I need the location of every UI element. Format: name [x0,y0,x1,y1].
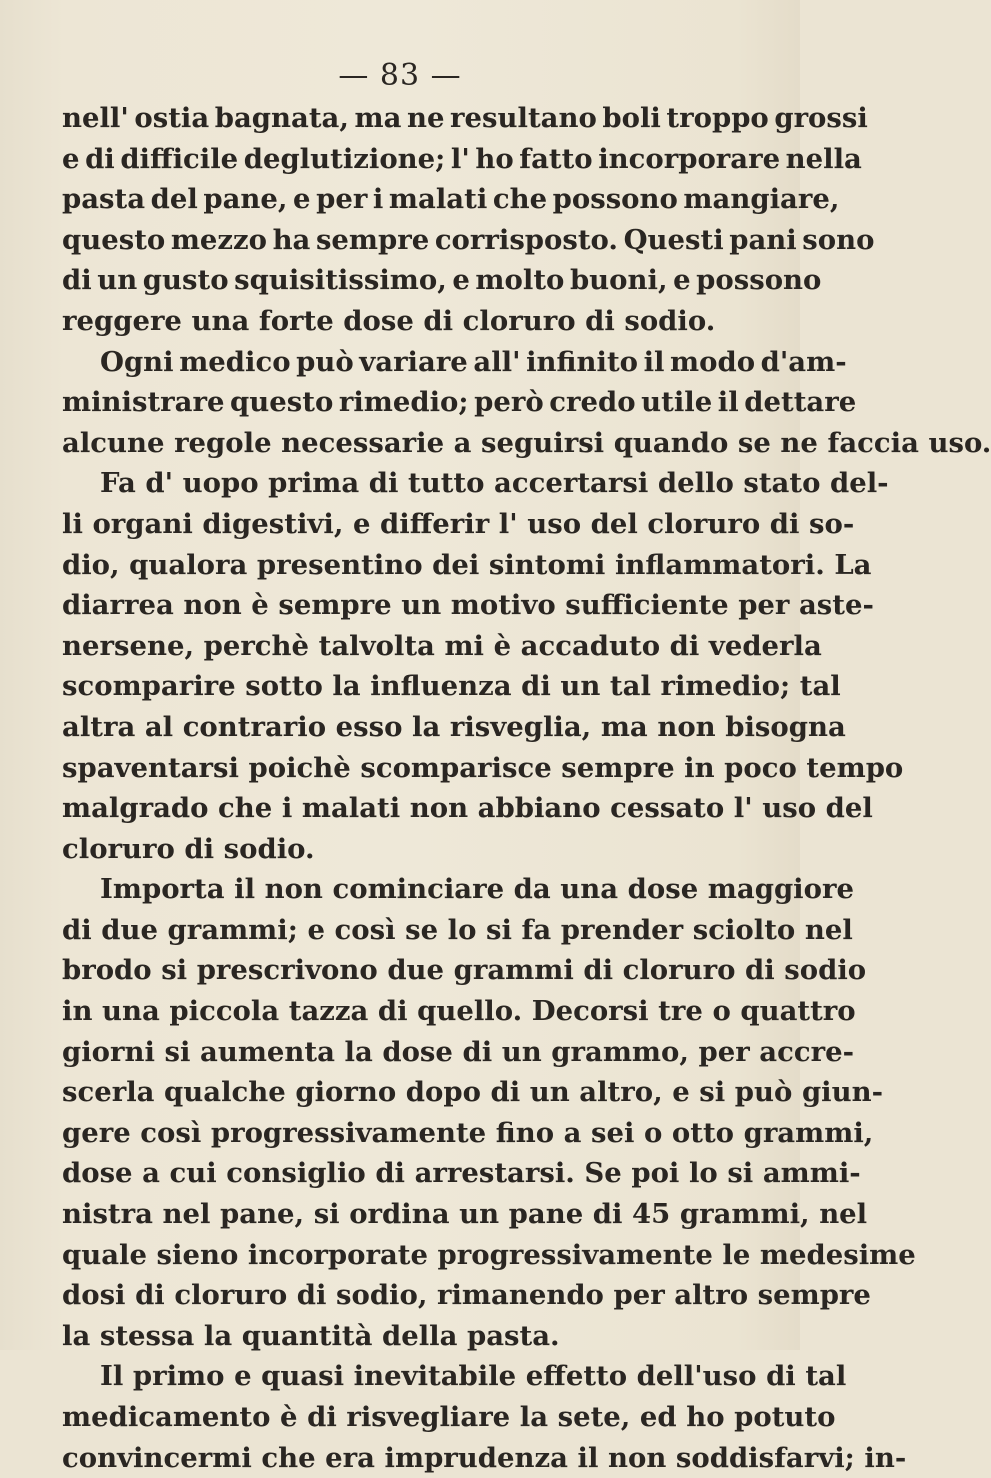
text-line: e di difficile deglutizione; l' ho fatto incorporare nella [62,142,862,175]
text-line: scerla qualche giorno dopo di un altro, e si può giun- [62,1076,884,1109]
page-number: — 83 — [338,58,462,93]
text-line: questo mezzo ha sempre corrisposto. Questi pani sono [62,223,875,256]
text-line: di un gusto squisitissimo, e molto buoni, e possono [62,264,822,297]
text-line: cloruro di sodio. [62,832,315,865]
text-line: Importa il non cominciare da una dose maggiore [100,873,854,906]
text-line: scomparire sotto la influenza di un tal rimedio; tal [62,670,841,703]
text-line: la stessa la quantità della pasta. [62,1319,560,1352]
body-text [62,98,991,1478]
text-line: brodo si prescrivono due grammi di cloruro di sodio [62,954,867,987]
text-line: altra al contrario esso la risveglia, ma non bisogna [62,710,846,743]
text-line: giorni si aumenta la dose di un grammo, per accre- [62,1035,855,1068]
text-line: gere così progressivamente fino a sei o otto grammi, [62,1116,874,1149]
text-line: Il primo e quasi inevitabile effetto dell'uso di tal [100,1360,847,1393]
text-line: ministrare questo rimedio; però credo utile il dettare [62,386,857,419]
text-line: nell' ostia bagnata, ma ne resultano boli troppo grossi [62,102,868,134]
text-line: convincermi che era imprudenza il non soddisfarvi; in- [62,1441,907,1474]
text-line: di due grammi; e così se lo si fa prender sciolto nel [62,913,853,946]
text-line: diarrea non è sempre un motivo sufficiente per aste- [62,589,874,622]
text-line: li organi digestivi, e differir l' uso del cloruro di so- [62,507,855,540]
text-line: spaventarsi poichè scomparisce sempre in poco tempo [62,751,904,784]
text-line: quale sieno incorporate progressivamente le medesime [62,1238,916,1271]
text-line: Fa d' uopo prima di tutto accertarsi dello stato del- [100,467,889,500]
text-line: Ogni medico può variare all' infinito il modo d'am- [100,345,847,378]
text-line: alcune regole necessarie a seguirsi quando se ne faccia uso. [62,426,991,459]
text-line: malgrado che i malati non abbiano cessato l' uso del [62,792,873,825]
text-line: nistra nel pane, si ordina un pane di 45 grammi, nel [62,1198,868,1231]
text-line: dose a cui consiglio di arrestarsi. Se poi lo si ammi- [62,1157,861,1190]
text-line: medicamento è di risvegliare la sete, ed ho potuto [62,1401,836,1433]
text-line: pasta del pane, e per i malati che possono mangiare, [62,183,840,216]
text-line: reggere una forte dose di cloruro di sodio. [62,304,716,337]
text-line: nersene, perchè talvolta mi è accaduto di vederla [62,629,822,662]
text-line: in una piccola tazza di quello. Decorsi tre o quattro [62,995,856,1028]
text-line: dio, qualora presentino dei sintomi inflammatori. La [62,548,872,581]
text-line: dosi di cloruro di sodio, rimanendo per altro sempre [62,1279,871,1312]
